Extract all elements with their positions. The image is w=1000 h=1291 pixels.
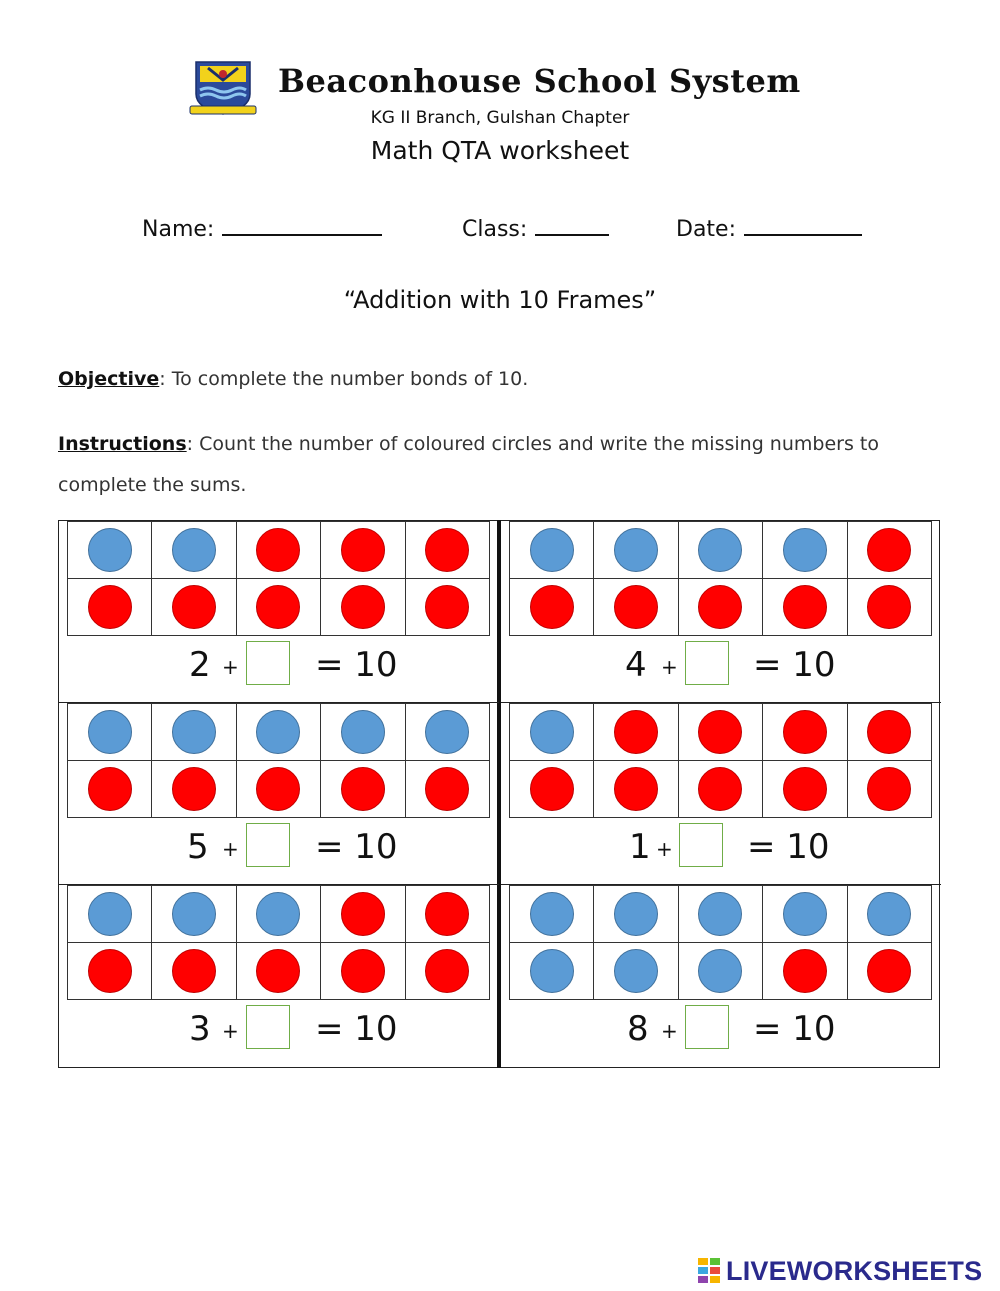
- blue-circle-icon: [783, 892, 827, 936]
- answer-box[interactable]: [685, 1005, 729, 1049]
- blue-circle-icon: [698, 949, 742, 993]
- frame-cell: [594, 704, 678, 761]
- school-name: Beaconhouse School System: [278, 62, 801, 100]
- red-circle-icon: [341, 528, 385, 572]
- frame-cell: [763, 761, 847, 818]
- blue-circle-icon: [614, 892, 658, 936]
- blue-circle-icon: [172, 710, 216, 754]
- red-circle-icon: [614, 710, 658, 754]
- frame-cell: [510, 886, 594, 943]
- answer-box[interactable]: [679, 823, 723, 867]
- frame-cell: [678, 579, 762, 636]
- frame-cell: [678, 704, 762, 761]
- problem-2: [501, 521, 941, 703]
- blue-circle-icon: [256, 710, 300, 754]
- red-circle-icon: [867, 767, 911, 811]
- frame-cell: [152, 761, 236, 818]
- equation: [501, 1001, 941, 1057]
- instructions-label: Instructions: [58, 433, 187, 455]
- frame-cell: [847, 943, 931, 1000]
- ten-frame-table: [67, 703, 490, 818]
- plus-sign: +: [222, 1019, 239, 1043]
- ten-frame: [509, 703, 932, 817]
- frame-cell: [405, 522, 489, 579]
- red-circle-icon: [341, 585, 385, 629]
- red-circle-icon: [425, 892, 469, 936]
- class-label: Class:: [462, 217, 528, 242]
- frame-cell: [510, 943, 594, 1000]
- blue-circle-icon: [530, 710, 574, 754]
- red-circle-icon: [172, 949, 216, 993]
- ten-frame-table: [67, 885, 490, 1000]
- red-circle-icon: [698, 710, 742, 754]
- frame-cell: [236, 886, 320, 943]
- frame-cell: [321, 761, 405, 818]
- frame-cell: [594, 886, 678, 943]
- given-number: 8: [627, 1009, 649, 1049]
- blue-circle-icon: [783, 528, 827, 572]
- frame-cell: [405, 943, 489, 1000]
- frame-cell: [152, 579, 236, 636]
- ten-frame: [67, 703, 490, 817]
- ten-frame-table: [67, 521, 490, 636]
- answer-box[interactable]: [685, 641, 729, 685]
- frame-cell: [152, 886, 236, 943]
- frame-cell: [152, 704, 236, 761]
- blue-circle-icon: [530, 949, 574, 993]
- equation: [59, 819, 499, 875]
- frame-cell: [847, 522, 931, 579]
- equation: [59, 1001, 499, 1057]
- given-number: 4: [625, 645, 647, 685]
- frame-cell: [321, 886, 405, 943]
- given-number: 1: [629, 827, 651, 867]
- equation: [501, 637, 941, 693]
- frame-cell: [236, 761, 320, 818]
- frame-cell: [763, 579, 847, 636]
- problem-3: [59, 703, 499, 885]
- frame-cell: [594, 579, 678, 636]
- class-blank[interactable]: [535, 214, 609, 236]
- frame-cell: [594, 522, 678, 579]
- frame-cell: [68, 943, 152, 1000]
- red-circle-icon: [256, 585, 300, 629]
- red-circle-icon: [614, 585, 658, 629]
- frame-cell: [763, 886, 847, 943]
- red-circle-icon: [256, 949, 300, 993]
- objective: [58, 368, 528, 390]
- blue-circle-icon: [425, 710, 469, 754]
- ten-frame: [67, 521, 490, 635]
- answer-box[interactable]: [246, 1005, 290, 1049]
- blue-circle-icon: [88, 710, 132, 754]
- frame-cell: [763, 522, 847, 579]
- frame-cell: [510, 761, 594, 818]
- red-circle-icon: [783, 949, 827, 993]
- blue-circle-icon: [867, 892, 911, 936]
- frame-cell: [405, 704, 489, 761]
- red-circle-icon: [867, 949, 911, 993]
- lesson-title: “Addition with 10 Frames”: [343, 286, 657, 314]
- problem-1: [59, 521, 499, 703]
- red-circle-icon: [341, 892, 385, 936]
- liveworksheets-brand: LIVEWORKSHEETS: [726, 1256, 983, 1286]
- blue-circle-icon: [341, 710, 385, 754]
- red-circle-icon: [425, 949, 469, 993]
- frame-cell: [152, 522, 236, 579]
- equals-ten: = 10: [315, 645, 398, 685]
- red-circle-icon: [530, 767, 574, 811]
- frame-cell: [68, 761, 152, 818]
- frame-cell: [405, 886, 489, 943]
- blue-circle-icon: [172, 892, 216, 936]
- blue-circle-icon: [256, 892, 300, 936]
- frame-cell: [321, 579, 405, 636]
- frame-cell: [68, 522, 152, 579]
- red-circle-icon: [88, 767, 132, 811]
- equation: [59, 637, 499, 693]
- red-circle-icon: [867, 585, 911, 629]
- frame-cell: [763, 704, 847, 761]
- frame-cell: [321, 704, 405, 761]
- red-circle-icon: [256, 767, 300, 811]
- red-circle-icon: [783, 767, 827, 811]
- problem-5: [59, 885, 499, 1067]
- red-circle-icon: [88, 585, 132, 629]
- equals-ten: = 10: [315, 1009, 398, 1049]
- red-circle-icon: [425, 528, 469, 572]
- plus-sign: +: [222, 837, 239, 861]
- red-circle-icon: [698, 767, 742, 811]
- equals-ten: = 10: [753, 1009, 836, 1049]
- frame-cell: [68, 579, 152, 636]
- instructions: [58, 424, 918, 506]
- blue-circle-icon: [530, 528, 574, 572]
- frame-cell: [152, 943, 236, 1000]
- red-circle-icon: [698, 585, 742, 629]
- blue-circle-icon: [530, 892, 574, 936]
- red-circle-icon: [867, 528, 911, 572]
- frame-cell: [594, 761, 678, 818]
- red-circle-icon: [425, 585, 469, 629]
- blue-circle-icon: [172, 528, 216, 572]
- red-circle-icon: [783, 585, 827, 629]
- class-field[interactable]: [462, 214, 609, 242]
- objective-text: : To complete the number bonds of 10.: [159, 368, 529, 390]
- answer-box[interactable]: [246, 641, 290, 685]
- plus-sign: +: [661, 655, 678, 679]
- equals-ten: = 10: [315, 827, 398, 867]
- problem-4: [501, 703, 941, 885]
- plus-sign: +: [222, 655, 239, 679]
- date-label: Date:: [676, 217, 736, 242]
- name-blank[interactable]: [222, 214, 382, 236]
- frame-cell: [510, 704, 594, 761]
- blue-circle-icon: [698, 892, 742, 936]
- blue-circle-icon: [614, 528, 658, 572]
- name-label: Name:: [142, 217, 215, 242]
- equation: [501, 819, 941, 875]
- frame-cell: [321, 522, 405, 579]
- name-field[interactable]: [142, 214, 382, 242]
- frame-cell: [678, 943, 762, 1000]
- frame-cell: [678, 761, 762, 818]
- blue-circle-icon: [88, 528, 132, 572]
- worksheet-title: Math QTA worksheet: [370, 136, 630, 165]
- red-circle-icon: [530, 585, 574, 629]
- red-circle-icon: [425, 767, 469, 811]
- frame-cell: [236, 579, 320, 636]
- plus-sign: +: [656, 837, 673, 861]
- frame-cell: [510, 522, 594, 579]
- equals-ten: = 10: [747, 827, 830, 867]
- frame-cell: [236, 522, 320, 579]
- red-circle-icon: [88, 949, 132, 993]
- red-circle-icon: [867, 710, 911, 754]
- red-circle-icon: [172, 585, 216, 629]
- frame-cell: [68, 704, 152, 761]
- frame-cell: [847, 886, 931, 943]
- red-circle-icon: [256, 528, 300, 572]
- frame-cell: [236, 704, 320, 761]
- ten-frame-table: [509, 885, 932, 1000]
- frame-cell: [847, 704, 931, 761]
- blue-circle-icon: [614, 949, 658, 993]
- ten-frame: [509, 521, 932, 635]
- ten-frame: [509, 885, 932, 999]
- blue-circle-icon: [88, 892, 132, 936]
- ten-frames-grid: [58, 520, 940, 1068]
- red-circle-icon: [783, 710, 827, 754]
- frame-cell: [405, 579, 489, 636]
- objective-label: Objective: [58, 368, 160, 390]
- frame-cell: [405, 761, 489, 818]
- red-circle-icon: [614, 767, 658, 811]
- frame-cell: [847, 761, 931, 818]
- frame-cell: [236, 943, 320, 1000]
- date-blank[interactable]: [744, 214, 862, 236]
- frame-cell: [847, 579, 931, 636]
- ten-frame-table: [509, 703, 932, 818]
- frame-cell: [510, 579, 594, 636]
- red-circle-icon: [341, 949, 385, 993]
- date-field[interactable]: [676, 214, 862, 242]
- frame-cell: [678, 522, 762, 579]
- frame-cell: [321, 943, 405, 1000]
- answer-box[interactable]: [246, 823, 290, 867]
- given-number: 3: [189, 1009, 211, 1049]
- red-circle-icon: [172, 767, 216, 811]
- frame-cell: [763, 943, 847, 1000]
- problem-6: [501, 885, 941, 1067]
- frame-cell: [678, 886, 762, 943]
- plus-sign: +: [661, 1019, 678, 1043]
- ten-frame: [67, 885, 490, 999]
- branch-subtitle: KG II Branch, Gulshan Chapter: [370, 108, 630, 128]
- given-number: 5: [187, 827, 209, 867]
- blue-circle-icon: [698, 528, 742, 572]
- ten-frame-table: [509, 521, 932, 636]
- given-number: 2: [189, 645, 211, 685]
- equals-ten: = 10: [753, 645, 836, 685]
- red-circle-icon: [341, 767, 385, 811]
- instructions-text: : Count the number of coloured circles and write the missing numbers to complete the sums.: [58, 433, 879, 496]
- frame-cell: [594, 943, 678, 1000]
- frame-cell: [68, 886, 152, 943]
